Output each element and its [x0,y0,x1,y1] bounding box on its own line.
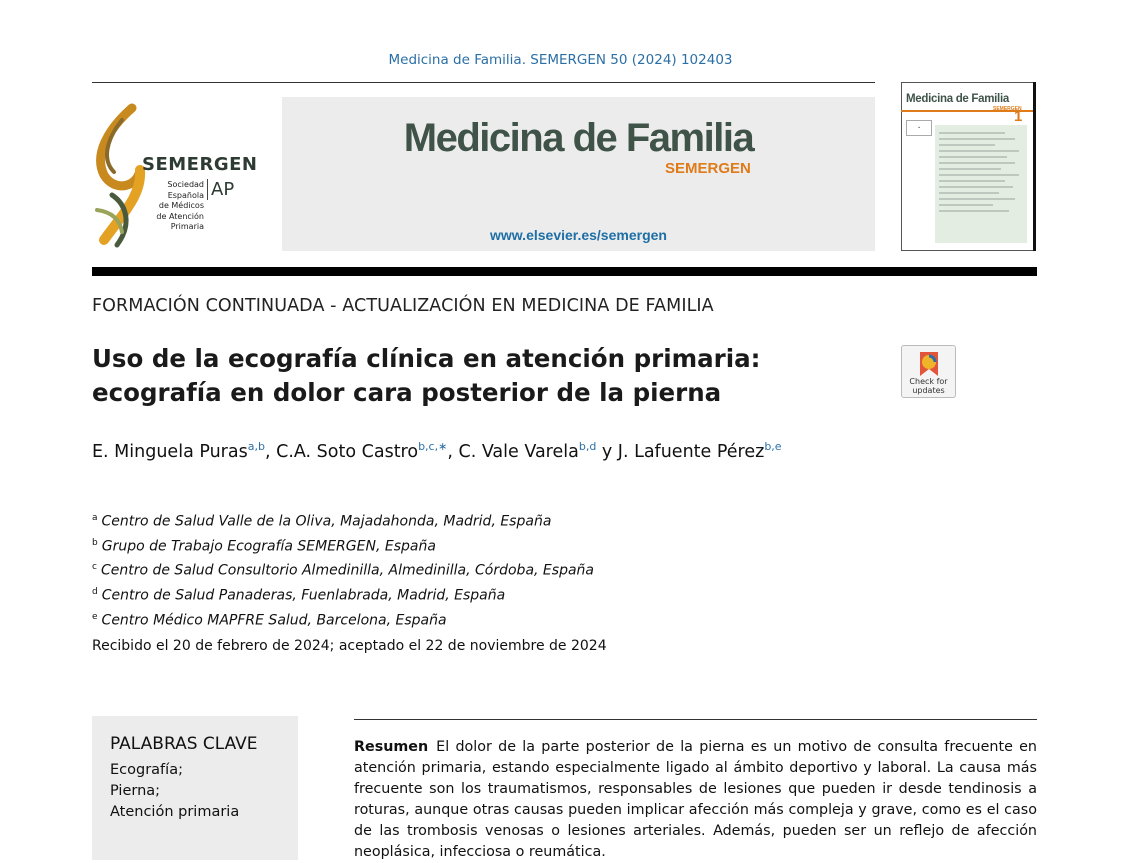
header-divider [92,267,1037,276]
author-affiliation-marks[interactable]: b,c,∗ [418,440,448,453]
keywords-heading: PALABRAS CLAVE [110,734,258,754]
cover-title: Medicina de Familia [906,93,1009,105]
author-name[interactable]: J. Lafuente Pérez [617,441,765,462]
author-affiliation-marks[interactable]: b,e [764,440,782,453]
pubmed-badge-icon: • [906,120,932,136]
journal-url-link[interactable]: www.elsevier.es/semergen [490,227,667,243]
author-name[interactable]: C.A. Soto Castro [276,441,419,462]
top-rule [92,82,875,83]
cover-edge [1033,82,1036,251]
affiliations-list [92,508,594,631]
cover-issue-number: 1 [1014,108,1023,125]
logo-wordmark: SEMERGEN [142,154,258,175]
author-list [92,440,782,462]
article-title: Uso de la ecografía clínica en atención primaria: ecografía en dolor cara posterior de la pierna [92,344,761,407]
abstract-label: Resumen [354,739,429,755]
abstract-text: El dolor de la parte posterior de la pierna es un motivo de consulta frecuente en atención primaria, estando especialmente ligado al ámbito deportivo y laboral. La causa más frecuente son los traumatismos, responsables de lesiones que pueden ir desde tendinosis a roturas, aunque otras causas pueden implicar afección más compleja y grave, como es el caso de las trombosis venosas o lesiones arteriales. Además, pueden ser un reflejo de afección neoplásica, infecciosa o reumática. [354,739,1037,860]
author-name[interactable]: C. Vale Varela [458,441,579,462]
affiliation-item: $^d$ Centro de Salud Panaderas, Fuenlabrada, Madrid, España [92,586,506,604]
cover-contents-panel [935,125,1027,243]
abstract [354,737,1037,863]
keyword-item: Ecografía; [110,762,183,778]
logo-ap: AP [207,179,234,200]
author-separator: y [596,441,618,462]
affiliation-item: $^e$ Centro Médico MAPFRE Salud, Barcelona, España [92,611,447,629]
abstract-rule [354,719,1037,720]
affiliation-item: $^b$ Grupo de Trabajo Ecografía SEMERGEN, España [92,537,436,555]
banner-title: Medicina de Familia [403,116,754,160]
banner-subtitle: SEMERGEN [665,160,751,177]
cover-subtitle: SEMERGEN [993,106,1022,112]
check-for-updates-button[interactable] [901,345,956,398]
cover-contents-lines-icon [935,125,1027,243]
keyword-item: Atención primaria [110,804,240,820]
affiliation-item: $^c$ Centro de Salud Consultorio Almedinilla, Almedinilla, Córdoba, España [92,562,594,579]
author-separator: , [264,441,277,462]
journal-reference[interactable]: Medicina de Familia. SEMERGEN 50 (2024) 102403 [388,52,733,68]
author-separator: , [447,441,459,462]
section-label: FORMACIÓN CONTINUADA - ACTUALIZACIÓN EN MEDICINA DE FAMILIA [92,296,714,316]
keyword-item: Pierna; [110,783,161,799]
received-dates: Recibido el 20 de febrero de 2024; aceptado el 22 de noviembre de 2024 [92,638,607,654]
check-for-updates-label: Check for updates [909,377,948,395]
logo-subtitle: Sociedad Española de Médicos de Atención Primaria [156,180,204,231]
author-affiliation-marks[interactable]: b,d [578,440,597,453]
bookmark-icon [917,350,941,378]
affiliation-item: $^a$ Centro de Salud Valle de la Oliva, Majadahonda, Madrid, España [92,513,552,530]
author-affiliation-marks[interactable]: a,b [247,440,265,453]
author-name[interactable]: E. Minguela Puras [92,441,248,462]
keywords-list [110,760,239,823]
